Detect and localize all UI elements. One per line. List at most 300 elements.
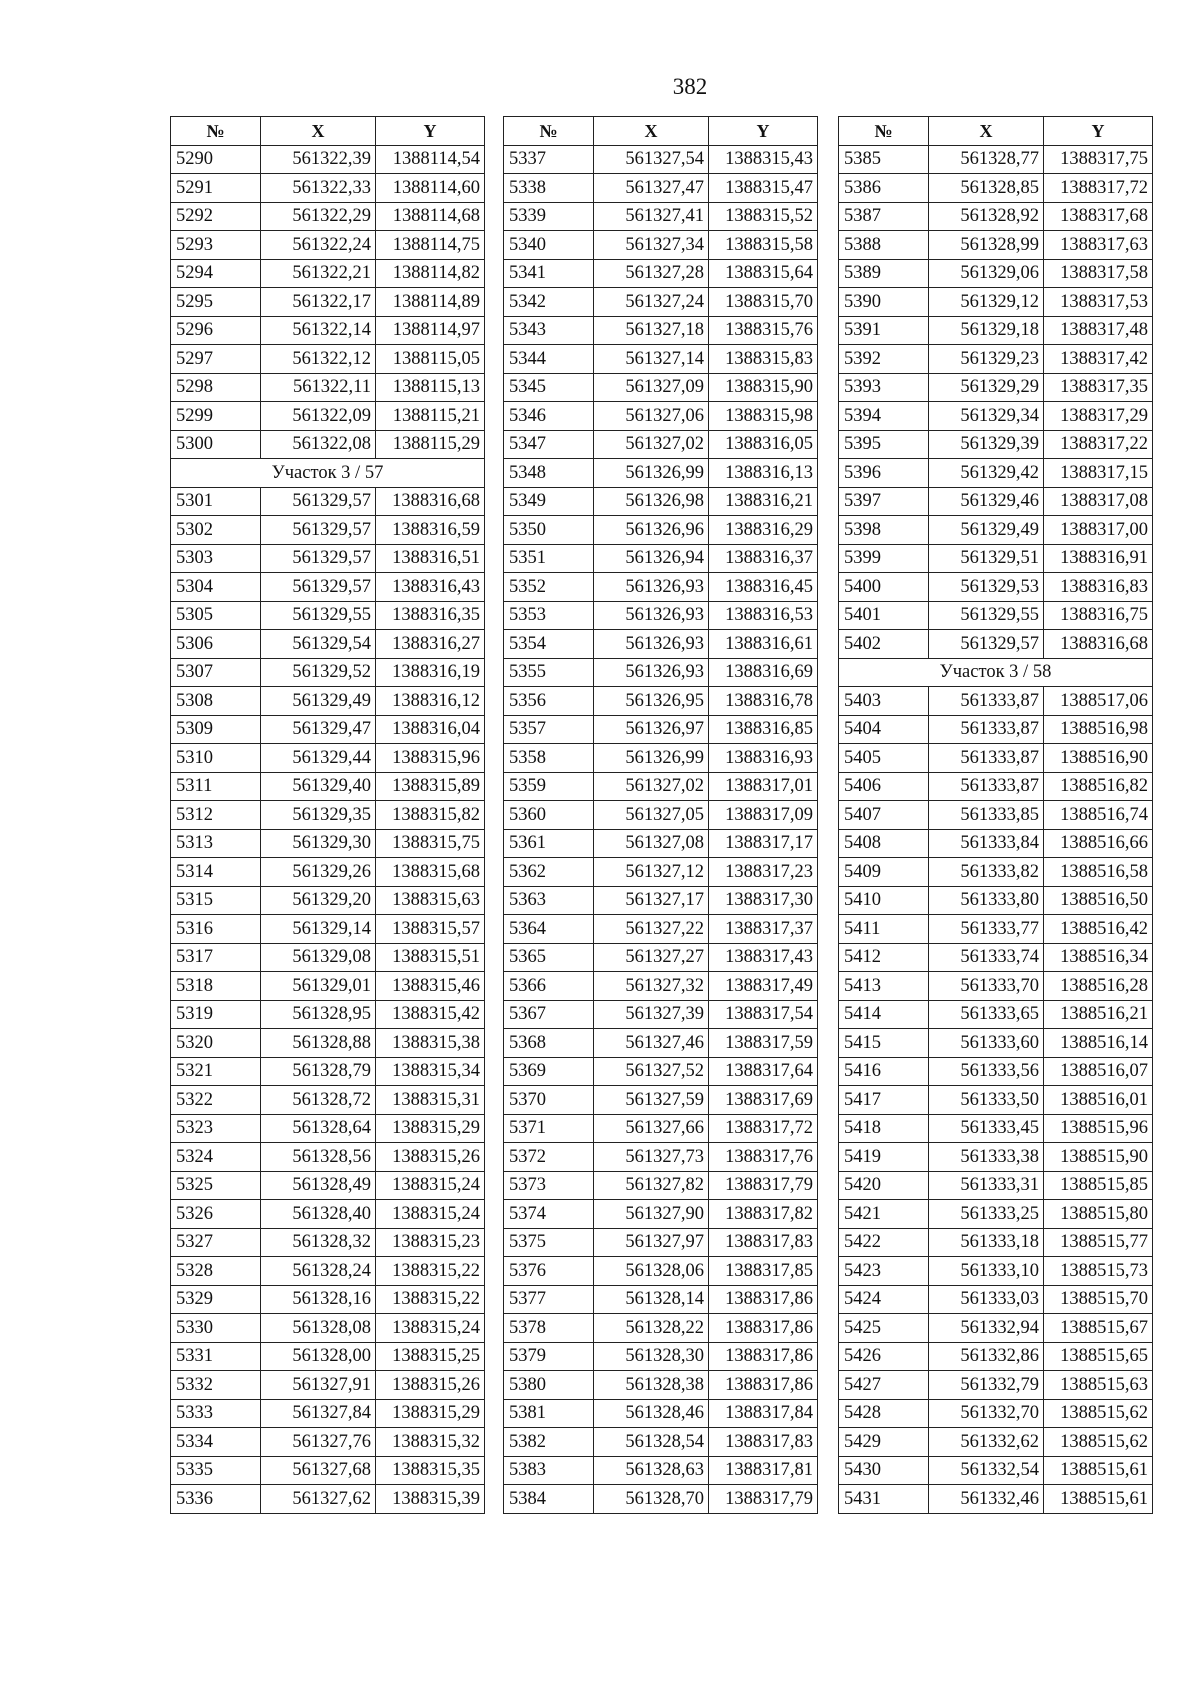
x-coordinate-cell: 561329,39 bbox=[929, 430, 1044, 459]
point-number-cell: 5325 bbox=[171, 1171, 261, 1200]
point-number-cell: 5411 bbox=[839, 915, 929, 944]
point-number-cell: 5409 bbox=[839, 858, 929, 887]
table-row bbox=[171, 1257, 485, 1286]
y-coordinate-cell: 1388315,24 bbox=[376, 1200, 485, 1229]
point-number-cell: 5330 bbox=[171, 1314, 261, 1343]
x-coordinate-cell: 561326,93 bbox=[594, 658, 709, 687]
y-coordinate-cell: 1388317,15 bbox=[1044, 459, 1153, 488]
x-coordinate-cell: 561329,01 bbox=[261, 972, 376, 1001]
point-number-cell: 5377 bbox=[504, 1285, 594, 1314]
y-coordinate-cell: 1388114,54 bbox=[376, 145, 485, 174]
table-row bbox=[839, 1456, 1153, 1485]
y-coordinate-cell: 1388317,72 bbox=[709, 1114, 818, 1143]
point-number-cell: 5329 bbox=[171, 1285, 261, 1314]
section-row bbox=[839, 658, 1153, 687]
table-row bbox=[171, 316, 485, 345]
y-coordinate-cell: 1388317,49 bbox=[709, 972, 818, 1001]
table-row bbox=[504, 658, 818, 687]
y-coordinate-cell: 1388316,37 bbox=[709, 544, 818, 573]
x-coordinate-cell: 561328,54 bbox=[594, 1428, 709, 1457]
table-row bbox=[171, 801, 485, 830]
y-coordinate-cell: 1388315,51 bbox=[376, 943, 485, 972]
y-coordinate-cell: 1388317,54 bbox=[709, 1000, 818, 1029]
point-number-cell: 5417 bbox=[839, 1086, 929, 1115]
table-row bbox=[171, 1342, 485, 1371]
y-coordinate-cell: 1388317,79 bbox=[709, 1171, 818, 1200]
header-row bbox=[171, 117, 485, 146]
table-row bbox=[839, 687, 1153, 716]
x-coordinate-cell: 561327,84 bbox=[261, 1399, 376, 1428]
x-coordinate-cell: 561327,59 bbox=[594, 1086, 709, 1115]
y-coordinate-cell: 1388315,29 bbox=[376, 1399, 485, 1428]
x-coordinate-cell: 561333,77 bbox=[929, 915, 1044, 944]
x-coordinate-cell: 561329,23 bbox=[929, 345, 1044, 374]
x-coordinate-cell: 561329,40 bbox=[261, 772, 376, 801]
x-coordinate-cell: 561332,86 bbox=[929, 1342, 1044, 1371]
point-number-cell: 5323 bbox=[171, 1114, 261, 1143]
y-coordinate-cell: 1388316,13 bbox=[709, 459, 818, 488]
x-coordinate-cell: 561333,65 bbox=[929, 1000, 1044, 1029]
table-row bbox=[504, 1057, 818, 1086]
y-coordinate-cell: 1388515,70 bbox=[1044, 1285, 1153, 1314]
point-number-cell: 5328 bbox=[171, 1257, 261, 1286]
table-row bbox=[171, 858, 485, 887]
point-number-cell: 5427 bbox=[839, 1371, 929, 1400]
y-coordinate-cell: 1388317,85 bbox=[709, 1257, 818, 1286]
x-coordinate-cell: 561329,57 bbox=[261, 487, 376, 516]
x-coordinate-cell: 561329,53 bbox=[929, 573, 1044, 602]
table-row bbox=[504, 316, 818, 345]
point-number-cell: 5389 bbox=[839, 259, 929, 288]
coordinates-table-3 bbox=[838, 116, 1153, 1514]
x-coordinate-cell: 561333,50 bbox=[929, 1086, 1044, 1115]
x-coordinate-cell: 561329,42 bbox=[929, 459, 1044, 488]
x-coordinate-cell: 561326,93 bbox=[594, 601, 709, 630]
y-coordinate-cell: 1388317,83 bbox=[709, 1228, 818, 1257]
table-row bbox=[504, 573, 818, 602]
table-row bbox=[504, 1143, 818, 1172]
point-number-cell: 5360 bbox=[504, 801, 594, 830]
table-row bbox=[171, 1285, 485, 1314]
table-row bbox=[839, 316, 1153, 345]
point-number-cell: 5408 bbox=[839, 829, 929, 858]
table-row bbox=[504, 1399, 818, 1428]
x-coordinate-cell: 561322,39 bbox=[261, 145, 376, 174]
table-row bbox=[839, 601, 1153, 630]
table-row bbox=[504, 858, 818, 887]
point-number-cell: 5372 bbox=[504, 1143, 594, 1172]
table-row bbox=[171, 373, 485, 402]
column-header-number: № bbox=[839, 117, 929, 146]
y-coordinate-cell: 1388315,32 bbox=[376, 1428, 485, 1457]
point-number-cell: 5318 bbox=[171, 972, 261, 1001]
table-row bbox=[504, 544, 818, 573]
point-number-cell: 5364 bbox=[504, 915, 594, 944]
y-coordinate-cell: 1388516,21 bbox=[1044, 1000, 1153, 1029]
point-number-cell: 5407 bbox=[839, 801, 929, 830]
x-coordinate-cell: 561328,06 bbox=[594, 1257, 709, 1286]
x-coordinate-cell: 561326,93 bbox=[594, 573, 709, 602]
point-number-cell: 5292 bbox=[171, 202, 261, 231]
x-coordinate-cell: 561327,39 bbox=[594, 1000, 709, 1029]
x-coordinate-cell: 561328,56 bbox=[261, 1143, 376, 1172]
table-row bbox=[504, 943, 818, 972]
point-number-cell: 5379 bbox=[504, 1342, 594, 1371]
column-header-y: Y bbox=[1044, 117, 1153, 146]
y-coordinate-cell: 1388515,96 bbox=[1044, 1114, 1153, 1143]
y-coordinate-cell: 1388114,82 bbox=[376, 259, 485, 288]
y-coordinate-cell: 1388317,30 bbox=[709, 886, 818, 915]
x-coordinate-cell: 561326,96 bbox=[594, 516, 709, 545]
point-number-cell: 5343 bbox=[504, 316, 594, 345]
table-row bbox=[504, 259, 818, 288]
point-number-cell: 5423 bbox=[839, 1257, 929, 1286]
table-row bbox=[839, 459, 1153, 488]
y-coordinate-cell: 1388315,43 bbox=[709, 145, 818, 174]
table-row bbox=[171, 1371, 485, 1400]
table-row bbox=[171, 1114, 485, 1143]
point-number-cell: 5338 bbox=[504, 174, 594, 203]
point-number-cell: 5374 bbox=[504, 1200, 594, 1229]
y-coordinate-cell: 1388515,63 bbox=[1044, 1371, 1153, 1400]
y-coordinate-cell: 1388317,09 bbox=[709, 801, 818, 830]
point-number-cell: 5380 bbox=[504, 1371, 594, 1400]
x-coordinate-cell: 561326,99 bbox=[594, 459, 709, 488]
y-coordinate-cell: 1388516,50 bbox=[1044, 886, 1153, 915]
point-number-cell: 5317 bbox=[171, 943, 261, 972]
point-number-cell: 5397 bbox=[839, 487, 929, 516]
y-coordinate-cell: 1388315,76 bbox=[709, 316, 818, 345]
table-row bbox=[504, 202, 818, 231]
point-number-cell: 5395 bbox=[839, 430, 929, 459]
table-row bbox=[839, 1485, 1153, 1514]
table-row bbox=[504, 373, 818, 402]
table-row bbox=[171, 516, 485, 545]
point-number-cell: 5340 bbox=[504, 231, 594, 260]
point-number-cell: 5402 bbox=[839, 630, 929, 659]
table-row bbox=[839, 231, 1153, 260]
table-row bbox=[504, 972, 818, 1001]
x-coordinate-cell: 561322,11 bbox=[261, 373, 376, 402]
table-row bbox=[171, 915, 485, 944]
y-coordinate-cell: 1388316,85 bbox=[709, 715, 818, 744]
table-row bbox=[504, 1171, 818, 1200]
table-row bbox=[171, 829, 485, 858]
x-coordinate-cell: 561327,09 bbox=[594, 373, 709, 402]
x-coordinate-cell: 561328,00 bbox=[261, 1342, 376, 1371]
table-row bbox=[504, 801, 818, 830]
table-row bbox=[839, 259, 1153, 288]
x-coordinate-cell: 561327,02 bbox=[594, 430, 709, 459]
point-number-cell: 5387 bbox=[839, 202, 929, 231]
x-coordinate-cell: 561333,87 bbox=[929, 744, 1044, 773]
y-coordinate-cell: 1388317,69 bbox=[709, 1086, 818, 1115]
table-row bbox=[839, 972, 1153, 1001]
point-number-cell: 5361 bbox=[504, 829, 594, 858]
point-number-cell: 5394 bbox=[839, 402, 929, 431]
x-coordinate-cell: 561333,87 bbox=[929, 687, 1044, 716]
point-number-cell: 5391 bbox=[839, 316, 929, 345]
point-number-cell: 5370 bbox=[504, 1086, 594, 1115]
y-coordinate-cell: 1388315,75 bbox=[376, 829, 485, 858]
y-coordinate-cell: 1388515,85 bbox=[1044, 1171, 1153, 1200]
y-coordinate-cell: 1388515,77 bbox=[1044, 1228, 1153, 1257]
point-number-cell: 5415 bbox=[839, 1029, 929, 1058]
x-coordinate-cell: 561327,54 bbox=[594, 145, 709, 174]
x-coordinate-cell: 561333,10 bbox=[929, 1257, 1044, 1286]
point-number-cell: 5356 bbox=[504, 687, 594, 716]
table-row bbox=[171, 1086, 485, 1115]
point-number-cell: 5321 bbox=[171, 1057, 261, 1086]
point-number-cell: 5416 bbox=[839, 1057, 929, 1086]
table-row bbox=[504, 715, 818, 744]
y-coordinate-cell: 1388316,27 bbox=[376, 630, 485, 659]
table-row bbox=[839, 1143, 1153, 1172]
table-row bbox=[171, 1456, 485, 1485]
column-header-y: Y bbox=[709, 117, 818, 146]
table-row bbox=[504, 1314, 818, 1343]
x-coordinate-cell: 561322,08 bbox=[261, 430, 376, 459]
x-coordinate-cell: 561329,34 bbox=[929, 402, 1044, 431]
y-coordinate-cell: 1388515,73 bbox=[1044, 1257, 1153, 1286]
table-row bbox=[839, 1314, 1153, 1343]
table-row bbox=[504, 459, 818, 488]
y-coordinate-cell: 1388317,86 bbox=[709, 1371, 818, 1400]
x-coordinate-cell: 561327,27 bbox=[594, 943, 709, 972]
table-row bbox=[171, 259, 485, 288]
table-row bbox=[504, 288, 818, 317]
y-coordinate-cell: 1388517,06 bbox=[1044, 687, 1153, 716]
table-row bbox=[839, 202, 1153, 231]
page-number: 382 bbox=[672, 74, 708, 99]
x-coordinate-cell: 561327,05 bbox=[594, 801, 709, 830]
table-row bbox=[504, 687, 818, 716]
column-header-number: № bbox=[504, 117, 594, 146]
y-coordinate-cell: 1388317,86 bbox=[709, 1285, 818, 1314]
x-coordinate-cell: 561329,55 bbox=[929, 601, 1044, 630]
y-coordinate-cell: 1388317,75 bbox=[1044, 145, 1153, 174]
table-row bbox=[504, 1456, 818, 1485]
x-coordinate-cell: 561333,87 bbox=[929, 772, 1044, 801]
y-coordinate-cell: 1388316,91 bbox=[1044, 544, 1153, 573]
x-coordinate-cell: 561326,97 bbox=[594, 715, 709, 744]
point-number-cell: 5298 bbox=[171, 373, 261, 402]
x-coordinate-cell: 561327,17 bbox=[594, 886, 709, 915]
point-number-cell: 5422 bbox=[839, 1228, 929, 1257]
x-coordinate-cell: 561328,49 bbox=[261, 1171, 376, 1200]
x-coordinate-cell: 561328,70 bbox=[594, 1485, 709, 1514]
y-coordinate-cell: 1388316,45 bbox=[709, 573, 818, 602]
point-number-cell: 5431 bbox=[839, 1485, 929, 1514]
table-row bbox=[504, 829, 818, 858]
x-coordinate-cell: 561332,94 bbox=[929, 1314, 1044, 1343]
table-row bbox=[171, 630, 485, 659]
y-coordinate-cell: 1388316,83 bbox=[1044, 573, 1153, 602]
y-coordinate-cell: 1388317,81 bbox=[709, 1456, 818, 1485]
x-coordinate-cell: 561328,40 bbox=[261, 1200, 376, 1229]
point-number-cell: 5306 bbox=[171, 630, 261, 659]
point-number-cell: 5388 bbox=[839, 231, 929, 260]
table-row bbox=[171, 687, 485, 716]
table-row bbox=[504, 886, 818, 915]
y-coordinate-cell: 1388317,42 bbox=[1044, 345, 1153, 374]
y-coordinate-cell: 1388316,51 bbox=[376, 544, 485, 573]
x-coordinate-cell: 561333,60 bbox=[929, 1029, 1044, 1058]
point-number-cell: 5301 bbox=[171, 487, 261, 516]
y-coordinate-cell: 1388316,21 bbox=[709, 487, 818, 516]
y-coordinate-cell: 1388315,39 bbox=[376, 1485, 485, 1514]
column-header-x: X bbox=[929, 117, 1044, 146]
x-coordinate-cell: 561333,38 bbox=[929, 1143, 1044, 1172]
table-row bbox=[504, 915, 818, 944]
x-coordinate-cell: 561327,91 bbox=[261, 1371, 376, 1400]
table-row bbox=[504, 772, 818, 801]
x-coordinate-cell: 561327,08 bbox=[594, 829, 709, 858]
table-row bbox=[839, 858, 1153, 887]
point-number-cell: 5303 bbox=[171, 544, 261, 573]
y-coordinate-cell: 1388316,05 bbox=[709, 430, 818, 459]
table-row bbox=[171, 972, 485, 1001]
table-row bbox=[839, 345, 1153, 374]
y-coordinate-cell: 1388516,42 bbox=[1044, 915, 1153, 944]
x-coordinate-cell: 561329,20 bbox=[261, 886, 376, 915]
y-coordinate-cell: 1388516,98 bbox=[1044, 715, 1153, 744]
table-row bbox=[171, 1228, 485, 1257]
y-coordinate-cell: 1388317,72 bbox=[1044, 174, 1153, 203]
point-number-cell: 5421 bbox=[839, 1200, 929, 1229]
point-number-cell: 5341 bbox=[504, 259, 594, 288]
point-number-cell: 5405 bbox=[839, 744, 929, 773]
y-coordinate-cell: 1388515,65 bbox=[1044, 1342, 1153, 1371]
table-row bbox=[839, 1257, 1153, 1286]
point-number-cell: 5382 bbox=[504, 1428, 594, 1457]
x-coordinate-cell: 561328,46 bbox=[594, 1399, 709, 1428]
point-number-cell: 5401 bbox=[839, 601, 929, 630]
y-coordinate-cell: 1388315,52 bbox=[709, 202, 818, 231]
point-number-cell: 5365 bbox=[504, 943, 594, 972]
point-number-cell: 5319 bbox=[171, 1000, 261, 1029]
point-number-cell: 5400 bbox=[839, 573, 929, 602]
point-number-cell: 5304 bbox=[171, 573, 261, 602]
table-row bbox=[504, 402, 818, 431]
y-coordinate-cell: 1388115,05 bbox=[376, 345, 485, 374]
point-number-cell: 5346 bbox=[504, 402, 594, 431]
y-coordinate-cell: 1388516,58 bbox=[1044, 858, 1153, 887]
x-coordinate-cell: 561329,44 bbox=[261, 744, 376, 773]
y-coordinate-cell: 1388315,35 bbox=[376, 1456, 485, 1485]
y-coordinate-cell: 1388315,58 bbox=[709, 231, 818, 260]
x-coordinate-cell: 561328,88 bbox=[261, 1029, 376, 1058]
x-coordinate-cell: 561326,94 bbox=[594, 544, 709, 573]
y-coordinate-cell: 1388315,63 bbox=[376, 886, 485, 915]
y-coordinate-cell: 1388114,89 bbox=[376, 288, 485, 317]
point-number-cell: 5403 bbox=[839, 687, 929, 716]
y-coordinate-cell: 1388317,68 bbox=[1044, 202, 1153, 231]
point-number-cell: 5293 bbox=[171, 231, 261, 260]
point-number-cell: 5420 bbox=[839, 1171, 929, 1200]
x-coordinate-cell: 561327,47 bbox=[594, 174, 709, 203]
point-number-cell: 5398 bbox=[839, 516, 929, 545]
table-row bbox=[839, 1000, 1153, 1029]
x-coordinate-cell: 561333,80 bbox=[929, 886, 1044, 915]
point-number-cell: 5335 bbox=[171, 1456, 261, 1485]
point-number-cell: 5349 bbox=[504, 487, 594, 516]
y-coordinate-cell: 1388316,04 bbox=[376, 715, 485, 744]
point-number-cell: 5324 bbox=[171, 1143, 261, 1172]
table-row bbox=[504, 174, 818, 203]
table-row bbox=[171, 345, 485, 374]
x-coordinate-cell: 561329,49 bbox=[261, 687, 376, 716]
x-coordinate-cell: 561332,70 bbox=[929, 1399, 1044, 1428]
x-coordinate-cell: 561327,24 bbox=[594, 288, 709, 317]
x-coordinate-cell: 561326,93 bbox=[594, 630, 709, 659]
point-number-cell: 5351 bbox=[504, 544, 594, 573]
point-number-cell: 5429 bbox=[839, 1428, 929, 1457]
point-number-cell: 5366 bbox=[504, 972, 594, 1001]
point-number-cell: 5354 bbox=[504, 630, 594, 659]
header-row bbox=[839, 117, 1153, 146]
y-coordinate-cell: 1388317,48 bbox=[1044, 316, 1153, 345]
y-coordinate-cell: 1388315,98 bbox=[709, 402, 818, 431]
y-coordinate-cell: 1388317,01 bbox=[709, 772, 818, 801]
point-number-cell: 5353 bbox=[504, 601, 594, 630]
point-number-cell: 5426 bbox=[839, 1342, 929, 1371]
point-number-cell: 5383 bbox=[504, 1456, 594, 1485]
y-coordinate-cell: 1388315,68 bbox=[376, 858, 485, 887]
table-row bbox=[839, 430, 1153, 459]
x-coordinate-cell: 561333,85 bbox=[929, 801, 1044, 830]
point-number-cell: 5371 bbox=[504, 1114, 594, 1143]
table-row bbox=[839, 1371, 1153, 1400]
point-number-cell: 5320 bbox=[171, 1029, 261, 1058]
y-coordinate-cell: 1388316,75 bbox=[1044, 601, 1153, 630]
point-number-cell: 5376 bbox=[504, 1257, 594, 1286]
x-coordinate-cell: 561327,14 bbox=[594, 345, 709, 374]
x-coordinate-cell: 561322,21 bbox=[261, 259, 376, 288]
x-coordinate-cell: 561329,12 bbox=[929, 288, 1044, 317]
x-coordinate-cell: 561328,77 bbox=[929, 145, 1044, 174]
point-number-cell: 5311 bbox=[171, 772, 261, 801]
x-coordinate-cell: 561322,12 bbox=[261, 345, 376, 374]
point-number-cell: 5355 bbox=[504, 658, 594, 687]
y-coordinate-cell: 1388516,66 bbox=[1044, 829, 1153, 858]
table-row bbox=[171, 1399, 485, 1428]
table-row bbox=[171, 772, 485, 801]
y-coordinate-cell: 1388516,34 bbox=[1044, 943, 1153, 972]
point-number-cell: 5290 bbox=[171, 145, 261, 174]
y-coordinate-cell: 1388315,29 bbox=[376, 1114, 485, 1143]
table-row bbox=[839, 573, 1153, 602]
x-coordinate-cell: 561329,47 bbox=[261, 715, 376, 744]
point-number-cell: 5295 bbox=[171, 288, 261, 317]
point-number-cell: 5296 bbox=[171, 316, 261, 345]
table-row bbox=[171, 202, 485, 231]
y-coordinate-cell: 1388317,84 bbox=[709, 1399, 818, 1428]
x-coordinate-cell: 561327,97 bbox=[594, 1228, 709, 1257]
y-coordinate-cell: 1388317,82 bbox=[709, 1200, 818, 1229]
x-coordinate-cell: 561332,79 bbox=[929, 1371, 1044, 1400]
table-row bbox=[171, 145, 485, 174]
x-coordinate-cell: 561326,98 bbox=[594, 487, 709, 516]
y-coordinate-cell: 1388317,00 bbox=[1044, 516, 1153, 545]
x-coordinate-cell: 561322,14 bbox=[261, 316, 376, 345]
table-row bbox=[171, 1029, 485, 1058]
y-coordinate-cell: 1388315,90 bbox=[709, 373, 818, 402]
x-coordinate-cell: 561329,14 bbox=[261, 915, 376, 944]
column-header-y: Y bbox=[376, 117, 485, 146]
table-row bbox=[171, 402, 485, 431]
x-coordinate-cell: 561329,46 bbox=[929, 487, 1044, 516]
